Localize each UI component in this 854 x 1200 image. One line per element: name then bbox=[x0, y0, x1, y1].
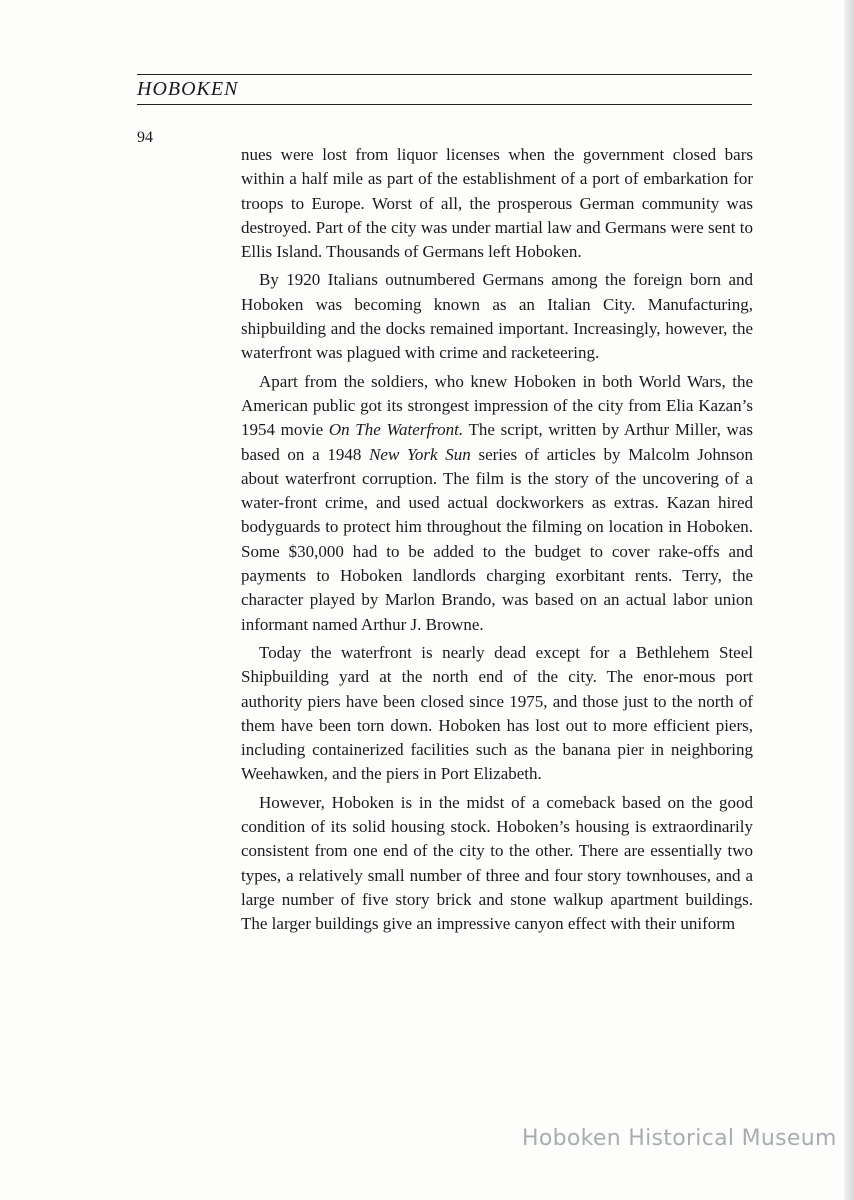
paragraph-text: Apart from the soldiers, who knew Hoboken in both World Wars, the American public got its strongest impression of the city from Elia Kazan’s 1954 movie bbox=[241, 371, 753, 440]
paragraph bbox=[241, 268, 753, 365]
italic-title: New York Sun bbox=[369, 444, 471, 464]
paragraph-text: nues were lost from liquor licenses when the government closed bars within a half mile as part of the establishment of a port of embarkation for troops to Europe. Worst of all, the prosperous German community was destroyed. Part of the city was under martial law and Germans were sent to Ellis Island. Thousands of Germans left Hoboken. bbox=[241, 145, 753, 262]
paragraph-text: The script, written by Arthur Miller, was based on a 1948 bbox=[241, 420, 753, 464]
paragraph bbox=[241, 143, 753, 264]
paragraph bbox=[241, 641, 753, 787]
paragraph-text: However, Hoboken is in the midst of a comeback based on the good condition of its solid housing stock. Hoboken’s housing is extraordinarily consistent from one end of the city to the other. There are essentially two types, a relatively small number of three and four story townhouses, and a large number of five story brick and stone walkup apartment buildings. The larger buildings give an impressive canyon effect with their uniform bbox=[241, 792, 753, 934]
italic-title: On The Waterfront. bbox=[328, 420, 464, 440]
paragraph bbox=[241, 791, 753, 937]
paragraph-text: By 1920 Italians outnumbered Germans among the foreign born and Hoboken was becoming known as an Italian City. Manufacturing, shipbuilding and the docks remained important. Increasingly, however, the waterfront was plagued with crime and racketeering. bbox=[241, 270, 753, 363]
paragraph-text: Today the waterfront is nearly dead except for a Bethlehem Steel Shipbuilding yard at the north end of the city. The enor-mous port authority piers have been closed since 1975, and those just to the north of them have been torn down. Hoboken has lost out to more efficient piers, including containerized facilities such as the banana pier in neighboring Weehawken, and the piers in Port Elizabeth. bbox=[241, 642, 753, 784]
header-rule-bottom bbox=[137, 104, 752, 105]
page-number: 94 bbox=[137, 129, 153, 146]
page-edge-shadow bbox=[844, 0, 854, 1200]
paragraph-text: series of articles by Malcolm Johnson about waterfront corruption. The film is the story of the uncovering of a water-front crime, and used actual dockworkers as extras. Kazan hired bodyguards to protect him throughout the filming on location in Hoboken. Some $30,000 had to be added to the budget to cover rake-offs and payments to Hoboken landlords charging exorbitant rents. Terry, the character played by Marlon Brando, was based on an actual labor union informant named Arthur J. Browne. bbox=[241, 444, 754, 634]
running-head: HOBOKEN bbox=[137, 78, 239, 100]
watermark: Hoboken Historical Museum bbox=[522, 1126, 837, 1151]
paragraph bbox=[241, 370, 753, 637]
body-text bbox=[241, 143, 753, 941]
header-rule-top bbox=[137, 74, 752, 75]
